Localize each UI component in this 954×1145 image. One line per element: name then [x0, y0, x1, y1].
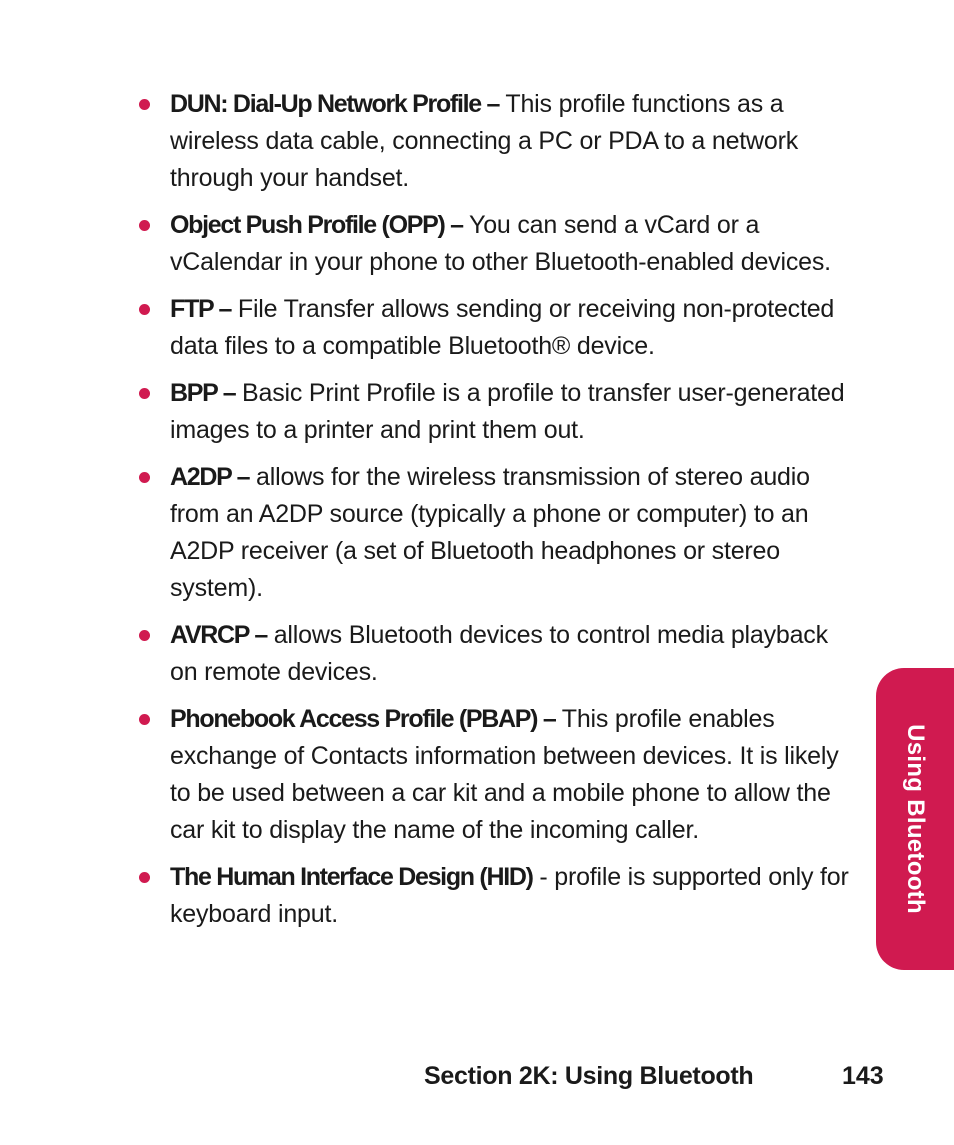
bullet-icon — [139, 714, 150, 725]
profile-term: Object Push Profile (OPP) – — [170, 211, 463, 239]
bullet-icon — [139, 99, 150, 110]
bullet-icon — [139, 304, 150, 315]
list-item — [138, 375, 854, 449]
list-item — [138, 459, 854, 607]
list-item — [138, 291, 854, 365]
side-tab-label: Using Bluetooth — [902, 724, 929, 914]
profile-list — [138, 86, 854, 933]
list-item — [138, 859, 854, 933]
bullet-icon — [139, 630, 150, 641]
profile-description: Basic Print Profile is a profile to transfer user-generated images to a printer and print them out. — [170, 379, 845, 444]
profile-description: File Transfer allows sending or receiving non-protected data files to a compatible Bluetooth® device. — [170, 295, 835, 360]
profile-term: AVRCP – — [170, 621, 267, 649]
profile-term: The Human Interface Design (HID) — [170, 863, 533, 891]
bullet-icon — [139, 220, 150, 231]
profile-term: Phonebook Access Profile (PBAP) – — [170, 705, 556, 733]
bullet-icon — [139, 388, 150, 399]
list-item — [138, 617, 854, 691]
profile-term: BPP – — [170, 379, 236, 407]
section-side-tab — [876, 668, 954, 970]
profile-description: You can send a vCard or a vCalendar in your phone to other Bluetooth-enabled devices. — [170, 211, 831, 276]
page-number: 143 — [842, 1062, 884, 1090]
list-item — [138, 86, 854, 197]
profile-description: allows for the wireless transmission of stereo audio from an A2DP source (typically a phone or computer) to an A2DP receiver (a set of Bluetooth headphones or stereo system). — [170, 463, 810, 602]
profile-term: FTP – — [170, 295, 232, 323]
profile-description: This profile functions as a wireless data cable, connecting a PC or PDA to a network through your handset. — [170, 90, 799, 192]
profile-term: A2DP – — [170, 463, 250, 491]
page-content — [138, 86, 854, 943]
list-item — [138, 701, 854, 849]
profile-description: allows Bluetooth devices to control media playback on remote devices. — [170, 621, 828, 686]
bullet-icon — [139, 472, 150, 483]
bullet-icon — [139, 872, 150, 883]
footer-section-title: Section 2K: Using Bluetooth — [424, 1062, 754, 1090]
profile-description: This profile enables exchange of Contacts information between devices. It is likely to be used between a car kit and a mobile phone to allow the car kit to display the name of the incoming caller. — [170, 705, 839, 844]
list-item — [138, 207, 854, 281]
profile-description: - profile is supported only for keyboard input. — [170, 863, 849, 928]
profile-term: DUN: Dial-Up Network Profile – — [170, 90, 500, 118]
